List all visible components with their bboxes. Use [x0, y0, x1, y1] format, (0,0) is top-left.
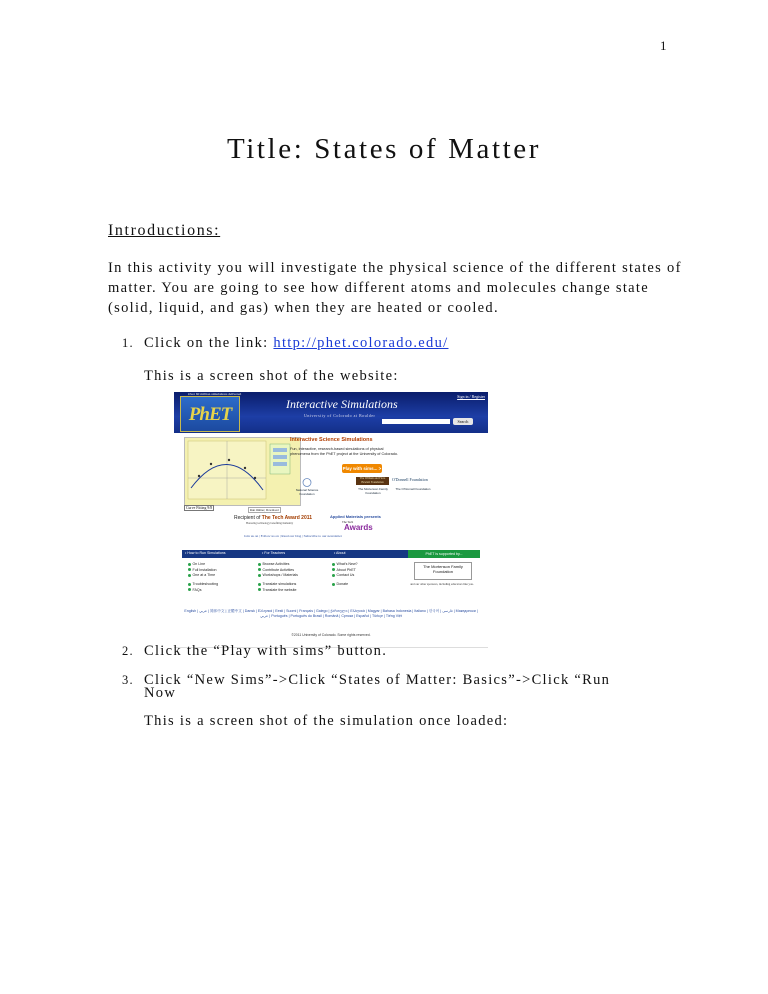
phet-website-screenshot [174, 392, 488, 648]
list-item[interactable]: Translate simulations [258, 582, 298, 588]
list-item[interactable]: Contribute Activities [258, 568, 298, 574]
page-number: 1 [660, 38, 667, 53]
tech-award-line [234, 515, 312, 521]
awards-logo: Awards [344, 523, 373, 532]
signin-link[interactable]: Sign in / Register [457, 394, 485, 399]
step-1 [122, 335, 448, 352]
list-item[interactable]: Contact Us [332, 573, 358, 579]
sci-title: Interactive Science Simulations [290, 437, 373, 443]
copyright: ©2011 University of Colorado. Some rights reserved. [291, 633, 371, 637]
list-item[interactable]: Browse Activities [258, 562, 298, 568]
list-item[interactable]: Workshops / Materials [258, 573, 298, 579]
list-item[interactable]: On Line [188, 562, 218, 568]
graph-label: Curve Fitting 9/8 [186, 506, 213, 510]
nav-for-teachers[interactable]: • For Teachers [262, 551, 286, 555]
list-item[interactable]: Full Installation [188, 568, 218, 574]
sci-description: Fun, interactive, research-based simulations of physical phenomena from the PhET project at the University of Colorado. [290, 447, 398, 456]
play-with-sims-button[interactable]: Play with sims... > [342, 466, 382, 471]
mortenson-family-box: The Mortenson Family Foundation [414, 562, 472, 580]
header-subtitle: University of Colorado at Boulder [304, 413, 376, 418]
list-item[interactable]: About PhET [332, 568, 358, 574]
phet-link[interactable]: http://phet.colorado.edu/ [273, 335, 449, 351]
phet-logo: PhET [180, 396, 240, 432]
intro-paragraph: In this activity you will investigate the physical science of the different states of matter. You are going to see how different atoms and molecules change state (solid, liquid, and gas) when they are heated or cooled. [108, 260, 682, 316]
list-item[interactable]: One at a Time [188, 573, 218, 579]
list-how-to-run [188, 562, 218, 594]
social-links[interactable]: Join us on | Follow us on | Read our blog | Subscribe to our newsletter [244, 534, 342, 538]
language-links[interactable]: English | عربي | 简体中文 | 正體中文 | Dansk | Ελληνικά | Eesti | Suomi | Français | Galego | ქართული | Eλληνικά | Magyar | Bahasa Indonesia | Italiano | 한국어 | فارسی | Македонски | عربي | Português | Português do Brasil | Română | Cрпски | Español | Türkçe | Tiếng Việt [184, 609, 478, 618]
nsf-logo-icon [301, 478, 313, 487]
note-simulation-screenshot: This is a screen shot of the simulation once loaded: [144, 713, 509, 729]
site-search-button[interactable]: Search [453, 418, 473, 425]
partners-text: and our other sponsors, including educators like you. [410, 582, 474, 586]
curve-graph [185, 438, 300, 505]
phet-supported-header: PhET is supported by... [408, 550, 480, 558]
odonnell-caption: The O'Donnell Foundation [395, 487, 431, 491]
the-tech-label: The Tech [342, 520, 354, 524]
list-item[interactable]: Troubleshooting [188, 582, 218, 588]
list-about [332, 562, 358, 588]
step-2 [122, 643, 387, 660]
hewlett-caption: The Mortenson Family Foundation [358, 487, 388, 495]
award-subtitle: Honoring technology benefiting humanity [246, 522, 294, 525]
award-name: The Tech Award 2011 [261, 515, 313, 521]
step-number: 2. [122, 644, 134, 658]
step-number: 3. [122, 673, 134, 687]
applied-materials: Applied Materials presents [330, 514, 381, 519]
list-item[interactable]: Donate [332, 582, 358, 588]
step-text: Click “New Sims”->Click “States of Matter: Basics”->Click “Run [144, 672, 611, 688]
site-banner [174, 392, 488, 433]
step-3-continued: Now [144, 685, 177, 701]
logo-tagline: Over 60 million simulations delivered [188, 392, 242, 396]
list-item[interactable]: Translate the website [258, 588, 298, 594]
graph-caption: Run Online | Download [250, 508, 279, 512]
list-item[interactable]: FAQs [188, 588, 218, 594]
list-item[interactable]: What's New? [332, 562, 358, 568]
step-text: Click on the link: [144, 335, 274, 351]
curve-fitting-image [184, 437, 301, 506]
nsf-caption: National Science Foundation [295, 488, 319, 496]
section-heading: Introductions: [108, 222, 221, 239]
site-search-input[interactable] [382, 419, 450, 424]
hewlett-logo: The William and Flora Hewlett Foundation [356, 477, 389, 485]
page-title: Title: States of Matter [226, 133, 542, 165]
award-prefix: Recipient of [234, 515, 262, 521]
step-number: 1. [122, 336, 134, 350]
step-text: Click the “Play with sims” button. [144, 643, 388, 659]
nav-about[interactable]: • About [334, 551, 346, 555]
header-title: Interactive Simulations [286, 397, 398, 411]
step-3 [122, 672, 610, 689]
list-for-teachers [258, 562, 298, 594]
odonnell-logo: O'Donnell Foundation [392, 477, 428, 482]
nsf-sponsor [294, 478, 320, 496]
nav-how-to-run[interactable]: • How to Run Simulations [185, 551, 226, 555]
note-website-screenshot: This is a screen shot of the website: [144, 368, 399, 384]
